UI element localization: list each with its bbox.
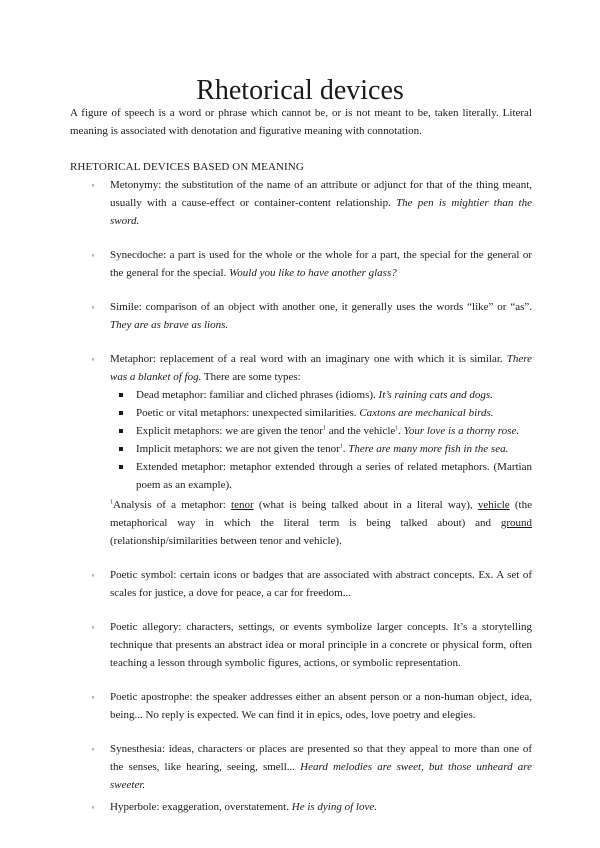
footnote-mark: 1 xyxy=(322,425,326,432)
note-term-ground: ground xyxy=(500,517,532,529)
explicit-metaphor-example: Your love is a thorny rose. xyxy=(403,425,520,437)
section-heading: RHETORICAL DEVICES BASED ON MEANING xyxy=(70,161,304,173)
square-bullet-icon xyxy=(119,393,123,397)
list-item-hyperbole xyxy=(70,798,532,816)
list-item-poetic-symbol xyxy=(70,566,532,602)
bullet-icon: ◦ xyxy=(91,302,95,312)
note-tenor-desc: (what is being talked about in a literal way), xyxy=(253,499,478,511)
sub-item-explicit-metaphor xyxy=(110,422,532,440)
explicit-metaphor-text-a: Explicit metaphors: we are given the tenor xyxy=(136,425,323,437)
square-bullet-icon xyxy=(119,465,123,469)
poetic-metaphor-text: Poetic or vital metaphors: unexpected similarities. xyxy=(136,407,357,419)
poetic-allegory-text: Poetic allegory: characters, settings, or events symbolize larger concepts. It’s a storytelling technique that presents an abstract idea or moral principle in a concrete or physical form, often teaching a lesson through symbolic figures, actions, or symbolic representation. xyxy=(110,621,532,669)
hyperbole-example: He is dying of love. xyxy=(291,801,377,813)
poetic-apostrophe-text: Poetic apostrophe: the speaker addresses either an absent person or a non-human object, idea, being... No reply is expected. We can find it in epics, odes, love poetry and elegies. xyxy=(110,691,532,721)
bullet-icon: ◦ xyxy=(91,622,95,632)
hyperbole-text: Hyperbole: exaggeration, overstatement. xyxy=(110,801,289,813)
bullet-icon: ◦ xyxy=(91,744,95,754)
synesthesia-example: Heard melodies are sweet, but those unheard are sweeter. xyxy=(110,761,533,791)
list-item-metonymy xyxy=(70,176,532,230)
list-item-poetic-allegory xyxy=(70,618,532,672)
intro-paragraph: A figure of speech is a word or phrase which cannot be, or is not meant to be, taken literally. Literal meaning is associated with denotation and figurative meaning with connotation. xyxy=(70,107,532,137)
poetic-symbol-text: Poetic symbol: certain icons or badges that are associated with abstract concepts. Ex. A set of scales for justice, a dove for peace, a car for freedom... xyxy=(110,569,532,599)
dead-metaphor-example: It’s raining cats and dogs. xyxy=(378,389,493,401)
devices-list xyxy=(70,176,532,832)
bullet-icon: ◦ xyxy=(91,180,95,190)
dead-metaphor-text: Dead metaphor: familiar and cliched phrases (idioms). xyxy=(136,389,376,401)
metaphor-example: There was a blanket of fog. xyxy=(110,353,533,383)
square-bullet-icon xyxy=(119,411,123,415)
explicit-metaphor-text-b: and the vehicle xyxy=(325,425,396,437)
square-bullet-icon xyxy=(119,447,123,451)
square-bullet-icon xyxy=(119,429,123,433)
bullet-icon: ◦ xyxy=(91,354,95,364)
footnote-mark: 1 xyxy=(110,499,113,506)
implicit-metaphor-text-a: Implicit metaphors: we are not given the tenor xyxy=(136,443,340,455)
synecdoche-text: Synecdoche: a part is used for the whole or the whole for a part, the special for the general or the general for the special. xyxy=(110,249,532,279)
bullet-icon: ◦ xyxy=(91,802,95,812)
list-item-synecdoche xyxy=(70,246,532,282)
bullet-icon: ◦ xyxy=(91,692,95,702)
metonymy-example: The pen is mightier than the sword. xyxy=(110,197,532,227)
list-item-metaphor xyxy=(70,350,532,550)
page-title: Rhetorical devices xyxy=(196,74,404,106)
list-item-simile xyxy=(70,298,532,334)
note-term-vehicle: vehicle xyxy=(477,499,510,511)
list-item-poetic-apostrophe xyxy=(70,688,532,724)
bullet-icon: ◦ xyxy=(91,570,95,580)
poetic-metaphor-example: Caxtons are mechanical birds. xyxy=(359,407,494,419)
simile-example: They are as brave as lions. xyxy=(110,319,229,331)
footnote-mark: 1 xyxy=(395,425,399,432)
bullet-icon: ◦ xyxy=(91,250,95,260)
footnote-mark: 1 xyxy=(339,443,343,450)
list-item-synesthesia xyxy=(70,740,532,794)
extended-metaphor-text: Extended metaphor: metaphor extended through a series of related metaphors. (Martian poem as an example). xyxy=(136,461,532,491)
sub-item-implicit-metaphor xyxy=(110,440,532,458)
metaphor-footnote xyxy=(110,496,532,550)
explicit-metaphor-text-c: . xyxy=(398,425,402,437)
implicit-metaphor-example: There are many more fish in the sea. xyxy=(348,443,509,455)
metaphor-types-list xyxy=(110,386,532,494)
synesthesia-text: Synesthesia: ideas, characters or places are presented so that they appeal to more than one of the senses, like hearing, seeing, smell... xyxy=(110,743,532,773)
note-lead: Analysis of a metaphor: xyxy=(113,499,232,511)
metaphor-text: Metaphor: replacement of a real word with an imaginary one with which it is similar. xyxy=(110,353,503,365)
metaphor-types-intro: There are some types: xyxy=(203,371,301,383)
sub-item-extended-metaphor xyxy=(110,458,532,494)
metonymy-text: Metonymy: the substitution of the name of an attribute or adjunct for that of the thing meant, usually with a cause-effect or container-content relationship. xyxy=(110,179,532,209)
note-term-tenor: tenor xyxy=(231,499,254,511)
synecdoche-example: Would you like to have another glass? xyxy=(229,267,397,279)
note-vehicle-desc: (the metaphorical way in which the literal term is being talked about) and xyxy=(110,499,532,529)
simile-text: Simile: comparison of an object with another one, it generally uses the words “like” or “as”. xyxy=(110,301,532,313)
sub-item-dead-metaphor xyxy=(110,386,532,404)
implicit-metaphor-text-b: . xyxy=(342,443,346,455)
note-ground-desc: (relationship/similarities between tenor and vehicle). xyxy=(110,535,342,547)
sub-item-poetic-metaphor xyxy=(110,404,532,422)
